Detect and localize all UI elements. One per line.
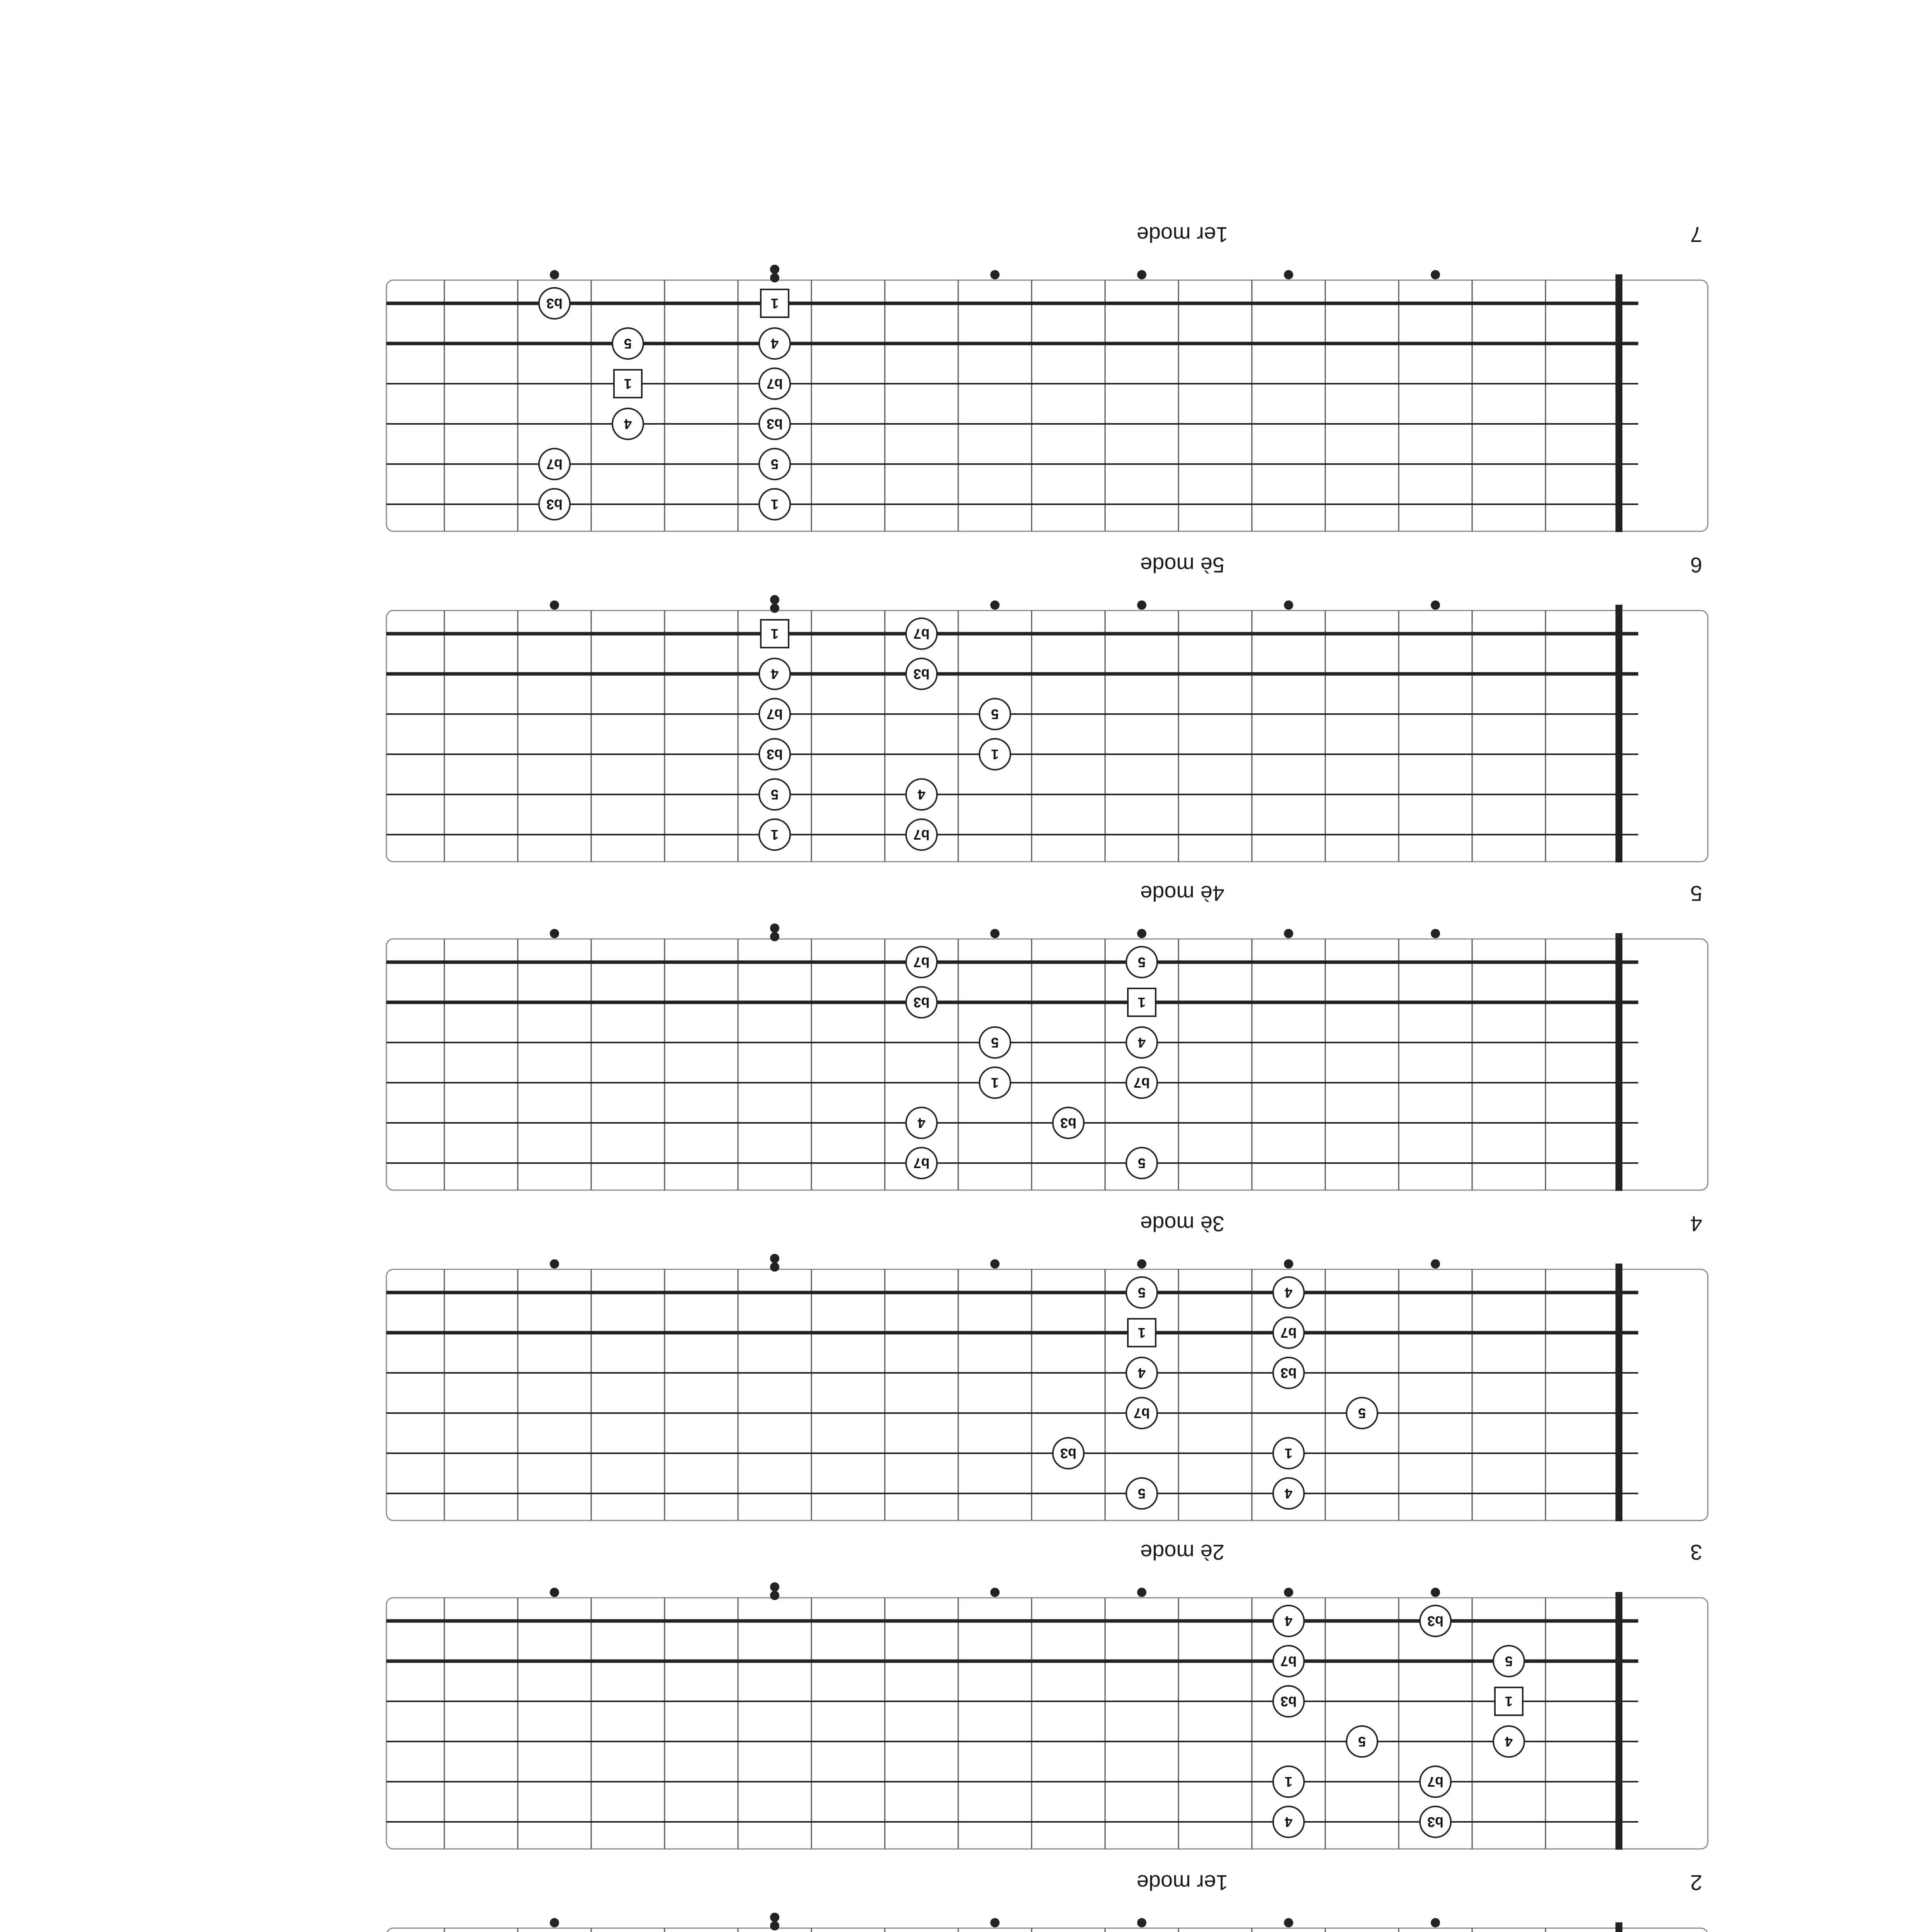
scale-note [906,987,937,1018]
scale-note [906,1148,937,1179]
position-marker [1284,929,1293,938]
position-marker [990,1588,1000,1597]
note-label: b7 [1133,1405,1150,1421]
diagram-number: 3 [1690,1540,1702,1565]
diagram-number: 7 [1690,223,1702,247]
root-note [761,289,789,317]
diagram-title: 3è mode [1140,1212,1224,1236]
root-note [614,370,642,398]
scale-note [1273,1766,1304,1797]
fretboard-outline [386,1269,1708,1520]
position-marker [990,270,1000,279]
note-label: 1 [1284,1774,1293,1790]
scale-note [1126,1067,1157,1098]
diagram-header [386,1211,1708,1246]
diagram-header [386,222,1708,257]
scale-note [906,947,937,978]
position-marker [550,600,559,610]
position-marker [990,1918,1000,1927]
position-marker [1431,1918,1440,1927]
scale-note [906,658,937,689]
fretboard-outline [386,939,1708,1190]
position-marker [1137,270,1146,279]
diagram-title: 2è mode [1140,1540,1224,1565]
scale-note [1420,1605,1451,1636]
note-label: 4 [770,666,779,682]
diagram-header [386,881,1708,916]
scale-note [539,288,570,319]
note-label: 1 [991,747,999,762]
scale-note [759,368,790,399]
note-label: b7 [1280,1653,1297,1669]
position-marker [990,1259,1000,1269]
position-marker [1284,1588,1293,1597]
note-label: b7 [766,706,783,722]
note-label: 1 [1284,1446,1293,1461]
position-marker [770,1921,779,1930]
fretboard-diagram [386,1575,1708,1845]
position-marker [550,270,559,279]
note-label: 5 [1358,1405,1366,1421]
scale-note [1273,1478,1304,1509]
root-note [1128,1319,1156,1347]
fretboard-diagram [386,1905,1708,1932]
scale-note [1493,1726,1524,1757]
scale-note [979,739,1010,770]
position-marker [1431,1588,1440,1597]
note-label: b3 [1060,1115,1077,1131]
note-label: 5 [1138,1486,1146,1502]
diagram-header [386,553,1708,587]
note-label: 1 [770,497,779,512]
scale-note [979,699,1010,730]
note-label: 5 [1358,1734,1366,1750]
scale-note [759,699,790,730]
fretboard-outline [386,1928,1708,1932]
scale-note [1273,1605,1304,1636]
position-marker [770,273,779,282]
note-label: b7 [1280,1325,1297,1341]
note-label: b7 [913,827,930,843]
fretboard-diagram [386,257,1708,527]
note-label: b3 [913,995,930,1010]
diagram-number: 5 [1690,881,1702,906]
position-marker [1431,1259,1440,1269]
fretboard-outline [386,1598,1708,1849]
note-label: 4 [917,787,926,803]
root-note [761,620,789,648]
note-label: 5 [1138,954,1146,970]
position-marker [770,1591,779,1600]
diagram-title: 1er mode [1136,223,1228,247]
diagram-number: 6 [1690,553,1702,577]
root-note [1495,1687,1523,1715]
note-label: b3 [546,296,563,311]
position-marker [770,1582,779,1592]
position-marker [770,932,779,941]
position-marker [550,1259,559,1269]
position-marker [1431,600,1440,610]
note-label: 1 [1505,1694,1513,1709]
note-label: 4 [1505,1734,1513,1750]
scale-note [759,658,790,689]
scale-note [1273,1438,1304,1469]
note-label: 4 [1284,1285,1293,1301]
note-label: b7 [546,456,563,472]
diagram-title: 4è mode [1140,881,1224,906]
diagram-number: 2 [1690,1871,1702,1895]
fretboard-diagram [386,1246,1708,1517]
note-label: 1 [770,827,779,843]
fretboard-svg [386,1905,1708,1932]
scale-note [1273,1686,1304,1717]
position-marker [1137,1918,1146,1927]
position-marker [770,595,779,604]
note-label: b3 [1060,1446,1077,1461]
note-label: 5 [1138,1155,1146,1171]
note-label: 1 [770,296,779,311]
scale-note [759,328,790,359]
scale-note [1126,947,1157,978]
position-marker [1284,600,1293,610]
scale-note [1493,1646,1524,1677]
scale-note [1126,1398,1157,1429]
fretboard-svg [386,1246,1708,1520]
note-label: 5 [991,1035,999,1051]
diagram-title: 1er mode [1136,1871,1228,1895]
scale-note [1273,1277,1304,1308]
position-marker [770,1913,779,1922]
scale-note [1273,1646,1304,1677]
scale-note [1420,1806,1451,1837]
root-note [1128,988,1156,1016]
note-label: b7 [913,626,930,642]
scale-note [906,779,937,810]
note-label: 1 [1138,995,1146,1010]
scale-note [1273,1317,1304,1348]
note-label: b7 [766,376,783,392]
note-label: b3 [1280,1694,1297,1709]
note-label: b3 [766,416,783,432]
position-marker [770,923,779,933]
fretboard-outline [386,280,1708,531]
note-label: 1 [1138,1325,1146,1341]
position-marker [1284,1259,1293,1269]
position-marker [1137,929,1146,938]
scale-note [979,1067,1010,1098]
scale-note [1273,1357,1304,1388]
scale-note [612,408,643,439]
position-marker [1284,1918,1293,1927]
scale-note [539,449,570,480]
position-marker [1284,270,1293,279]
scale-note [1126,1027,1157,1058]
scale-note [759,819,790,850]
scale-note [759,739,790,770]
diagram-number: 4 [1690,1212,1702,1236]
scale-note [1126,1357,1157,1388]
note-label: 4 [624,416,632,432]
position-marker [1137,1259,1146,1269]
position-marker [1431,929,1440,938]
scale-note [906,819,937,850]
note-label: b7 [913,1155,930,1171]
note-label: 1 [770,626,779,642]
position-marker [990,600,1000,610]
scale-note [759,779,790,810]
note-label: 5 [770,456,779,472]
note-label: 4 [1284,1814,1293,1830]
note-label: 4 [1284,1613,1293,1629]
position-marker [770,1254,779,1263]
scale-note [1347,1726,1377,1757]
note-label: 5 [1138,1285,1146,1301]
note-label: 5 [1505,1653,1513,1669]
position-marker [550,1588,559,1597]
note-label: 4 [1284,1486,1293,1502]
note-label: b3 [546,497,563,512]
position-marker [550,1918,559,1927]
scale-note [539,489,570,520]
fretboard-svg [386,587,1708,862]
note-label: 4 [770,336,779,352]
position-marker [550,929,559,938]
note-label: 5 [770,787,779,803]
note-label: b3 [1280,1365,1297,1381]
position-marker [770,265,779,274]
position-marker [770,1262,779,1272]
scale-note [979,1027,1010,1058]
scale-note [759,449,790,480]
note-label: 4 [1138,1035,1146,1051]
scale-note [759,489,790,520]
scale-note [906,1107,937,1138]
note-label: 4 [917,1115,926,1131]
position-marker [1137,1588,1146,1597]
fretboard-svg [386,1575,1708,1849]
position-marker [770,604,779,613]
scale-note [1053,1107,1084,1138]
note-label: 1 [991,1075,999,1091]
scale-note [1126,1148,1157,1179]
scale-note [1273,1806,1304,1837]
fretboard-diagram [386,587,1708,858]
scale-note [612,328,643,359]
scale-note [1126,1478,1157,1509]
note-label: b3 [1427,1613,1444,1629]
note-label: b3 [913,666,930,682]
position-marker [990,929,1000,938]
scale-note [1053,1438,1084,1469]
note-label: b7 [1133,1075,1150,1091]
fretboard-outline [386,611,1708,862]
note-label: 5 [991,706,999,722]
position-marker [1431,270,1440,279]
scale-note [1420,1766,1451,1797]
diagram-header [386,1870,1708,1905]
note-label: b7 [913,954,930,970]
scale-note [759,408,790,439]
scale-note [906,618,937,649]
position-marker [1137,600,1146,610]
scale-note [1126,1277,1157,1308]
note-label: b7 [1427,1774,1444,1790]
fretboard-svg [386,916,1708,1190]
note-label: b3 [1427,1814,1444,1830]
note-label: 1 [624,376,632,392]
fretboard-svg [386,257,1708,531]
fretboard-diagram [386,916,1708,1186]
note-label: b3 [766,747,783,762]
note-label: 5 [624,336,632,352]
diagram-header [386,1540,1708,1575]
scale-note [1347,1398,1377,1429]
diagram-title: 5è mode [1140,553,1224,577]
note-label: 4 [1138,1365,1146,1381]
